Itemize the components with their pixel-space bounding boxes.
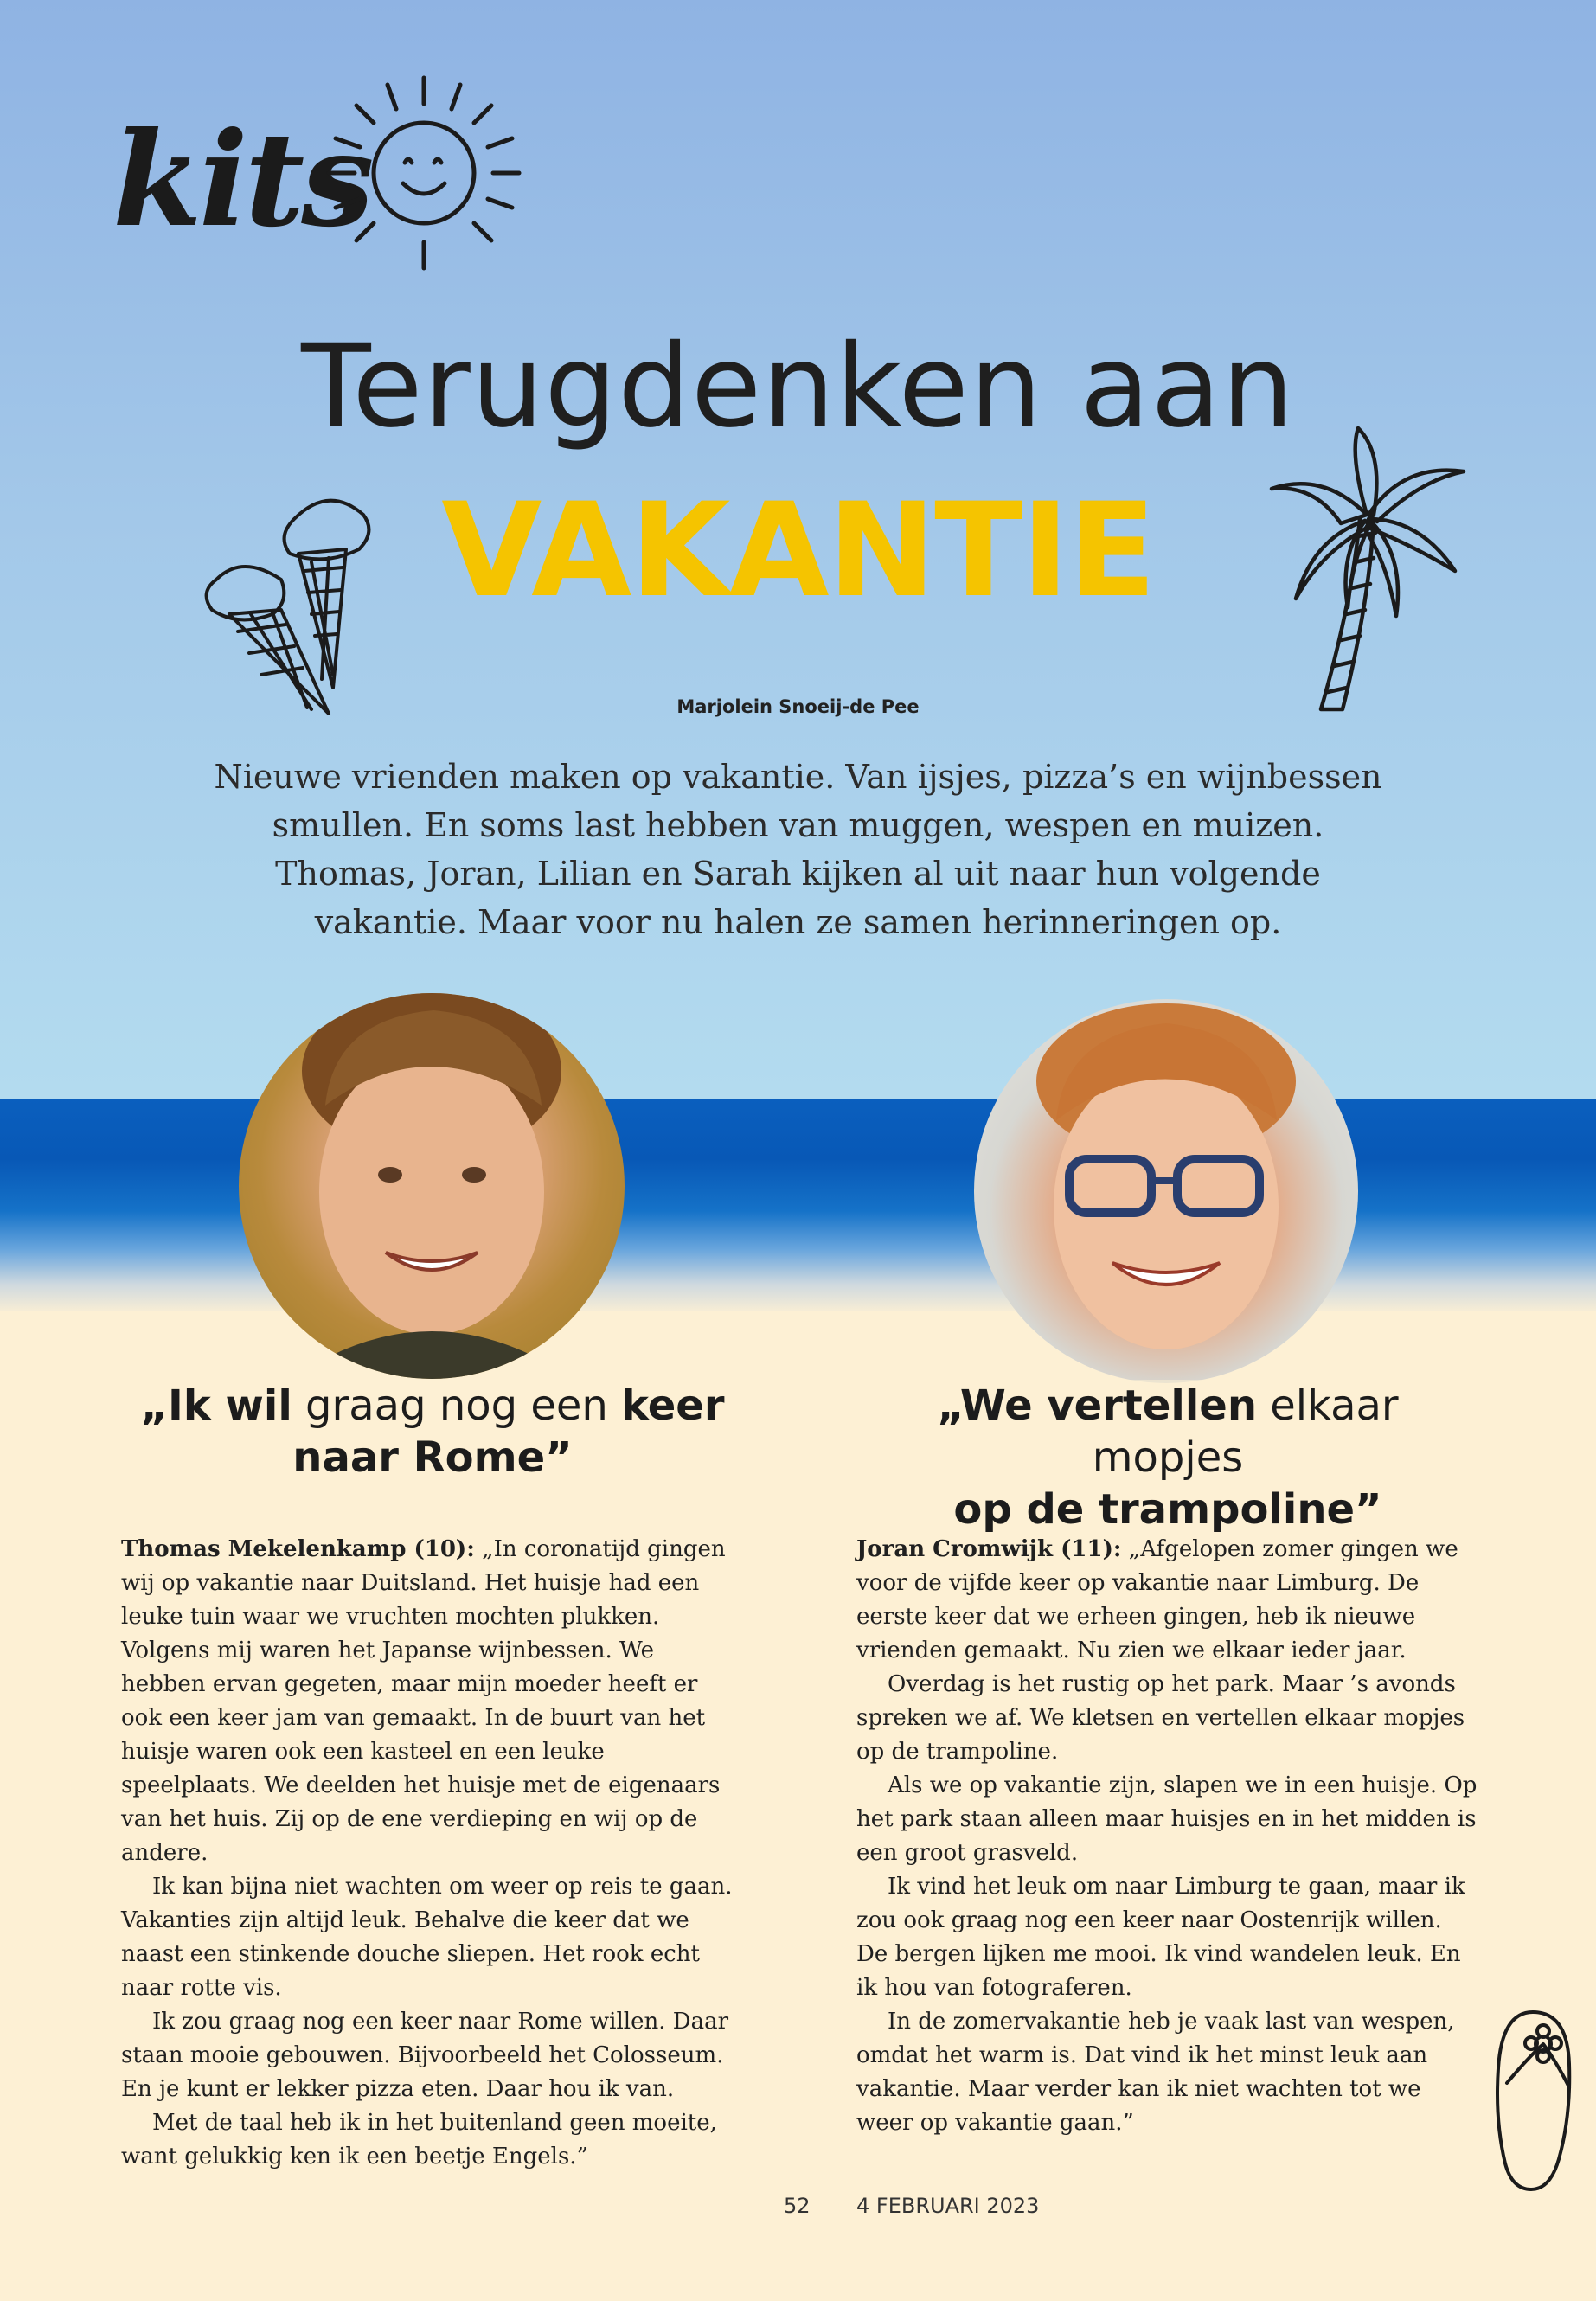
paragraph: Met de taal heb ik in het buitenland geen moeite, want gelukkig ken ik een beetje Engels.” (121, 2110, 717, 2170)
paragraph: Ik vind het leuk om naar Limburg te gaan, maar ik zou ook graag nog een keer naar Oostenrijk willen. De bergen lijken me mooi. Ik vind wandelen leuk. En ik hou van fotograferen. (856, 1874, 1465, 2001)
quote-bold-2: keer (621, 1381, 725, 1430)
issue-date: 4 FEBRUARI 2023 (856, 2194, 1040, 2218)
thomas-portrait (239, 993, 625, 1379)
paragraph: Overdag is het rustig op het park. Maar ’s avonds spreken we af. We kletsen en vertellen elkaar mopjes op de trampoline. (856, 1671, 1465, 1765)
pull-quote-thomas (130, 1380, 735, 1484)
palm-tree-icon (1263, 424, 1471, 718)
speaker-name: Joran Cromwijk (11): (856, 1536, 1122, 1562)
section-logo: kits (112, 104, 371, 256)
quote-bold-1: „Ik wil (140, 1381, 292, 1430)
joran-portrait (974, 999, 1358, 1383)
article-column-thomas (121, 1533, 744, 2174)
author-byline: Marjolein Snoeij-de Pee (676, 696, 920, 717)
quote-regular-1: graag nog een (292, 1381, 622, 1430)
sun-icon (320, 69, 528, 277)
speaker-name: Thomas Mekelenkamp (10): (121, 1536, 475, 1562)
article-column-joran (856, 1533, 1479, 2140)
pull-quote-joran (865, 1380, 1471, 1535)
title-line-1: Terugdenken aan (301, 320, 1295, 453)
page-number: 52 (784, 2194, 811, 2218)
quote-bold-2: op de trampoline” (953, 1485, 1382, 1534)
paragraph: Als we op vakantie zijn, slapen we in een huisje. Op het park staan alleen maar huisjes en in het midden is een groot grasveld. (856, 1772, 1477, 1866)
paragraph: Ik kan bijna niet wachten om weer op reis te gaan. Vakanties zijn altijd leuk. Behalve die keer dat we naast een stinkende douche sliepen. Het rook echt naar rotte vis. (121, 1874, 733, 2001)
paragraph: Ik zou graag nog een keer naar Rome willen. Daar staan mooie gebouwen. Bijvoorbeeld het Colosseum. En je kunt er lekker pizza eten. Daar hou ik van. (121, 2009, 729, 2102)
quote-bold-3: naar Rome” (292, 1433, 573, 1482)
paragraph (856, 1533, 1479, 1668)
ice-cream-icon (199, 484, 389, 718)
paragraph: In de zomervakantie heb je vaak last van wespen, omdat het warm is. Dat vind ik het minst leuk aan vakantie. Maar verder kan ik niet wachten tot we weer op vakantie gaan.” (856, 2009, 1455, 2136)
title-line-2: VAKANTIE (441, 476, 1155, 626)
paragraph (121, 1533, 744, 1870)
quote-regular-1: elkaar mopjes (1092, 1381, 1399, 1482)
paragraph-text: „Afgelopen zomer gingen we voor de vijfde keer op vakantie naar Limburg. De eerste keer dat we erheen gingen, heb ik nieuwe vrienden gemaakt. Nu zien we elkaar ieder jaar. (856, 1536, 1458, 1663)
quote-bold-1: „We vertellen (937, 1381, 1257, 1430)
paragraph-text: „In coronatijd gingen wij op vakantie naar Duitsland. Het huisje had een leuke tuin waar we vruchten mochten plukken. Volgens mij waren het Japanse wijnbessen. We hebben ervan gegeten, maar mijn moeder heeft er ook een keer jam van gemaakt. In de buurt van het huisje waren ook een kasteel en een leuke speelplaats. We deelden het huisje met de eigenaars van het huis. Zij op de ene verdieping en wij op de andere. (121, 1536, 726, 1866)
intro-text: Nieuwe vrienden maken op vakantie. Van ijsjes, pizza’s en wijnbessen smullen. En soms last hebben van muggen, wespen en muizen. Thomas, Joran, Lilian en Sarah kijken al uit naar hun volgende vakantie. Maar voor nu halen ze samen herinneringen op. (214, 758, 1382, 941)
flip-flop-icon (1490, 2005, 1576, 2195)
